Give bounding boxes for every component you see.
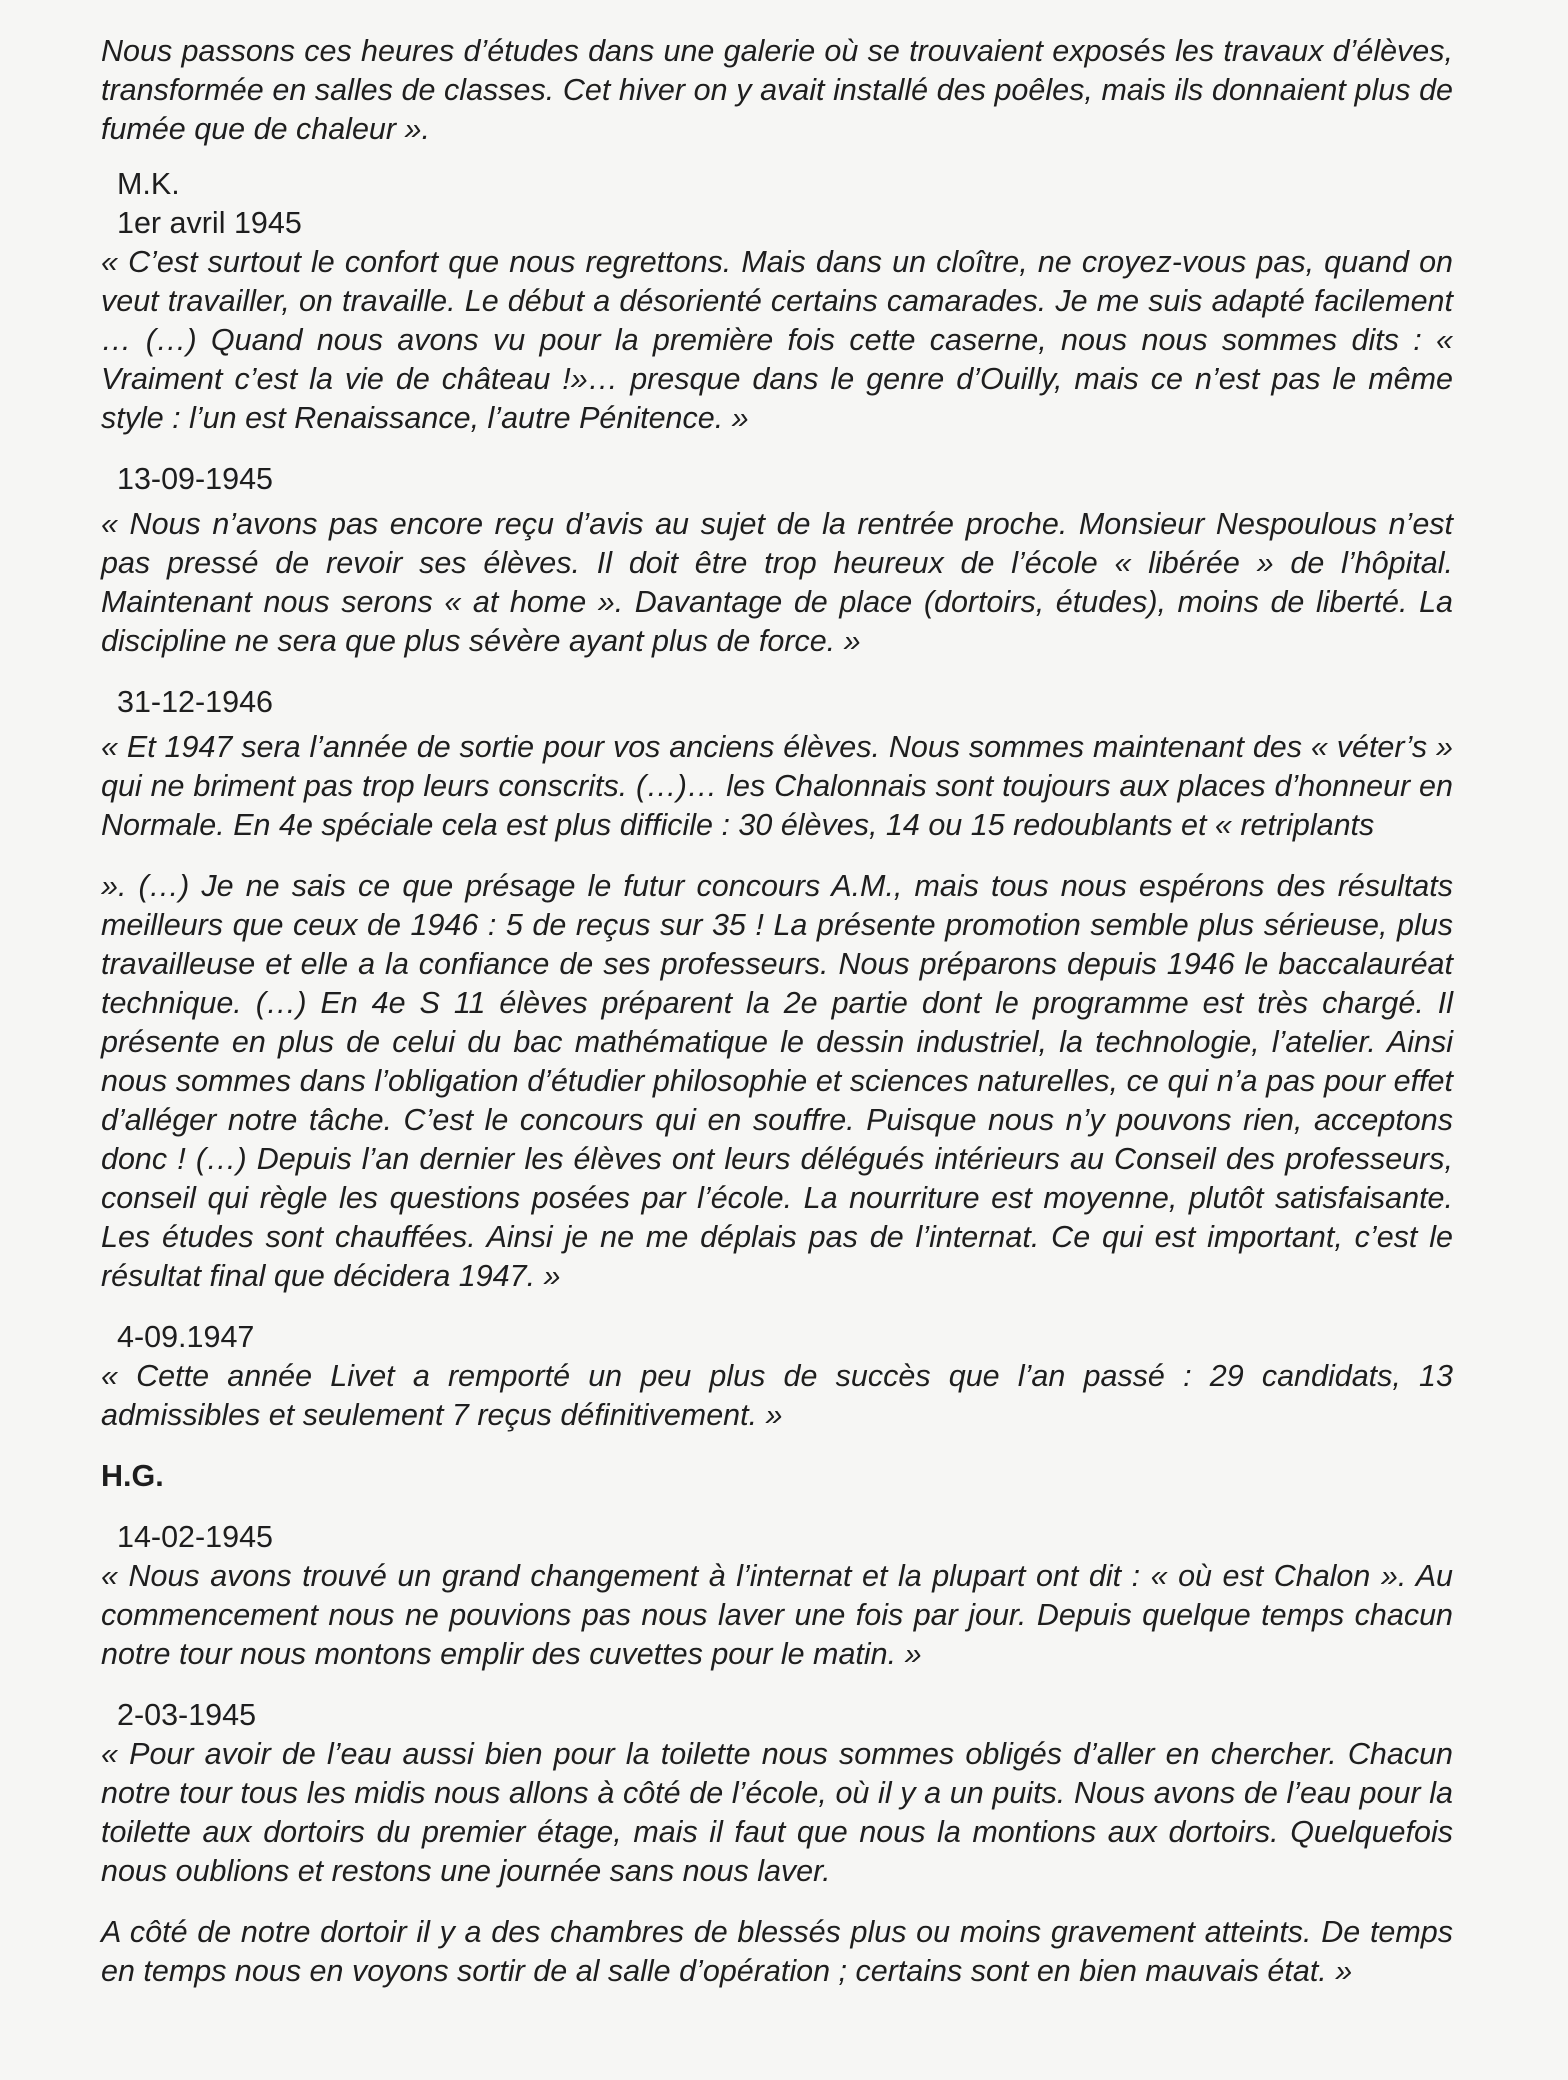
quote-1er-avril-1945: « C’est surtout le confort que nous regrettons. Mais dans un cloître, ne croyez-vous pas, quand on veut travailler, on travaille. Le début a désorienté certains camarades. Je me suis adapté facilement … (…) Quand nous avons vu pour la première fois cette caserne, nous nous sommes dits : « Vraiment c’est la vie de château !»… presque dans le genre d’Ouilly, mais ce n’est pas le même style : l’un est Renaissance, l’autre Pénitence. »	[101, 245, 1453, 435]
date-13-09-1945: 13-09-1945	[117, 462, 274, 496]
date-14-02-1945: 14-02-1945	[117, 1520, 274, 1554]
date-4-09-1947: 4-09.1947	[117, 1320, 255, 1354]
quote-14-02-1945: « Nous avons trouvé un grand changement à l’internat et la plupart ont dit : « où est Chalon ». Au commencement nous ne pouvions pas nous laver une fois par jour. Depuis quelque temps chacun notre tour nous montons emplir des cuvettes pour le matin. »	[101, 1559, 1453, 1671]
intro-paragraph: Nous passons ces heures d’études dans une galerie où se trouvaient exposés les travaux d’élèves, transformée en salles de classes. Cet hiver on y avait installé des poêles, mais ils donnaient plus de fumée que de chaleur ».	[101, 34, 1453, 146]
date-1er-avril-1945: 1er avril 1945	[117, 206, 302, 240]
quote-2-03-1945-part-2: A côté de notre dortoir il y a des chambres de blessés plus ou moins gravement atteints. De temps en temps nous en voyons sortir de al salle d’opération ; certains sont en bien mauvais état. »	[101, 1915, 1453, 1988]
author-mk-label: M.K.	[117, 167, 180, 201]
quote-4-09-1947: « Cette année Livet a remporté un peu plus de succès que l’an passé : 29 candidats, 13 admissibles et seulement 7 reçus définitivement. »	[101, 1359, 1453, 1432]
quote-13-09-1945: « Nous n’avons pas encore reçu d’avis au sujet de la rentrée proche. Monsieur Nespoulous n’est pas pressé de revoir ses élèves. Il doit être trop heureux de l’école « libérée » de l’hôpital. Maintenant nous serons « at home ». Davantage de place (dortoirs, études), moins de liberté. La discipline ne sera que plus sévère ayant plus de force. »	[101, 507, 1453, 658]
author-hg-label: H.G.	[101, 1459, 164, 1493]
date-2-03-1945: 2-03-1945	[117, 1698, 257, 1732]
document-page	[101, 32, 1453, 1991]
quote-2-03-1945-part-1: « Pour avoir de l’eau aussi bien pour la toilette nous sommes obligés d’aller en chercher. Chacun notre tour tous les midis nous allons à côté de l’école, où il y a un puits. Nous avons de l’eau pour la toilette aux dortoirs du premier étage, mais il faut que nous la montions aux dortoirs. Quelquefois nous oublions et restons une journée sans nous laver.	[101, 1737, 1453, 1888]
quote-31-12-1946-part-1: « Et 1947 sera l’année de sortie pour vos anciens élèves. Nous sommes maintenant des « véter’s » qui ne briment pas trop leurs conscrits. (…)… les Chalonnais sont toujours aux places d’honneur en Normale. En 4e spéciale cela est plus difficile : 30 élèves, 14 ou 15 redoublants et « retriplants	[101, 730, 1453, 842]
quote-31-12-1946-part-2: ». (…) Je ne sais ce que présage le futur concours A.M., mais tous nous espérons des résultats meilleurs que ceux de 1946 : 5 de reçus sur 35 ! La présente promotion semble plus sérieuse, plus travailleuse et elle a la confiance de ses professeurs. Nous préparons depuis 1946 le baccalauréat technique. (…) En 4e S 11 élèves préparent la 2e partie dont le programme est très chargé. Il présente en plus de celui du bac mathématique le dessin industriel, la technologie, l’atelier. Ainsi nous sommes dans l’obligation d’étudier philosophie et sciences naturelles, ce qui n’a pas pour effet d’alléger notre tâche. C’est le concours qui en souffre. Puisque nous n’y pouvons rien, acceptons donc ! (…) Depuis l’an dernier les élèves ont leurs délégués intérieurs au Conseil des professeurs, conseil qui règle les questions posées par l’école. La nourriture est moyenne, plutôt satisfaisante. Les études sont chauffées. Ainsi je ne me déplais pas de l’internat. Ce qui est important, c’est le résultat final que décidera 1947. »	[101, 869, 1453, 1293]
date-31-12-1946: 31-12-1946	[117, 685, 274, 719]
